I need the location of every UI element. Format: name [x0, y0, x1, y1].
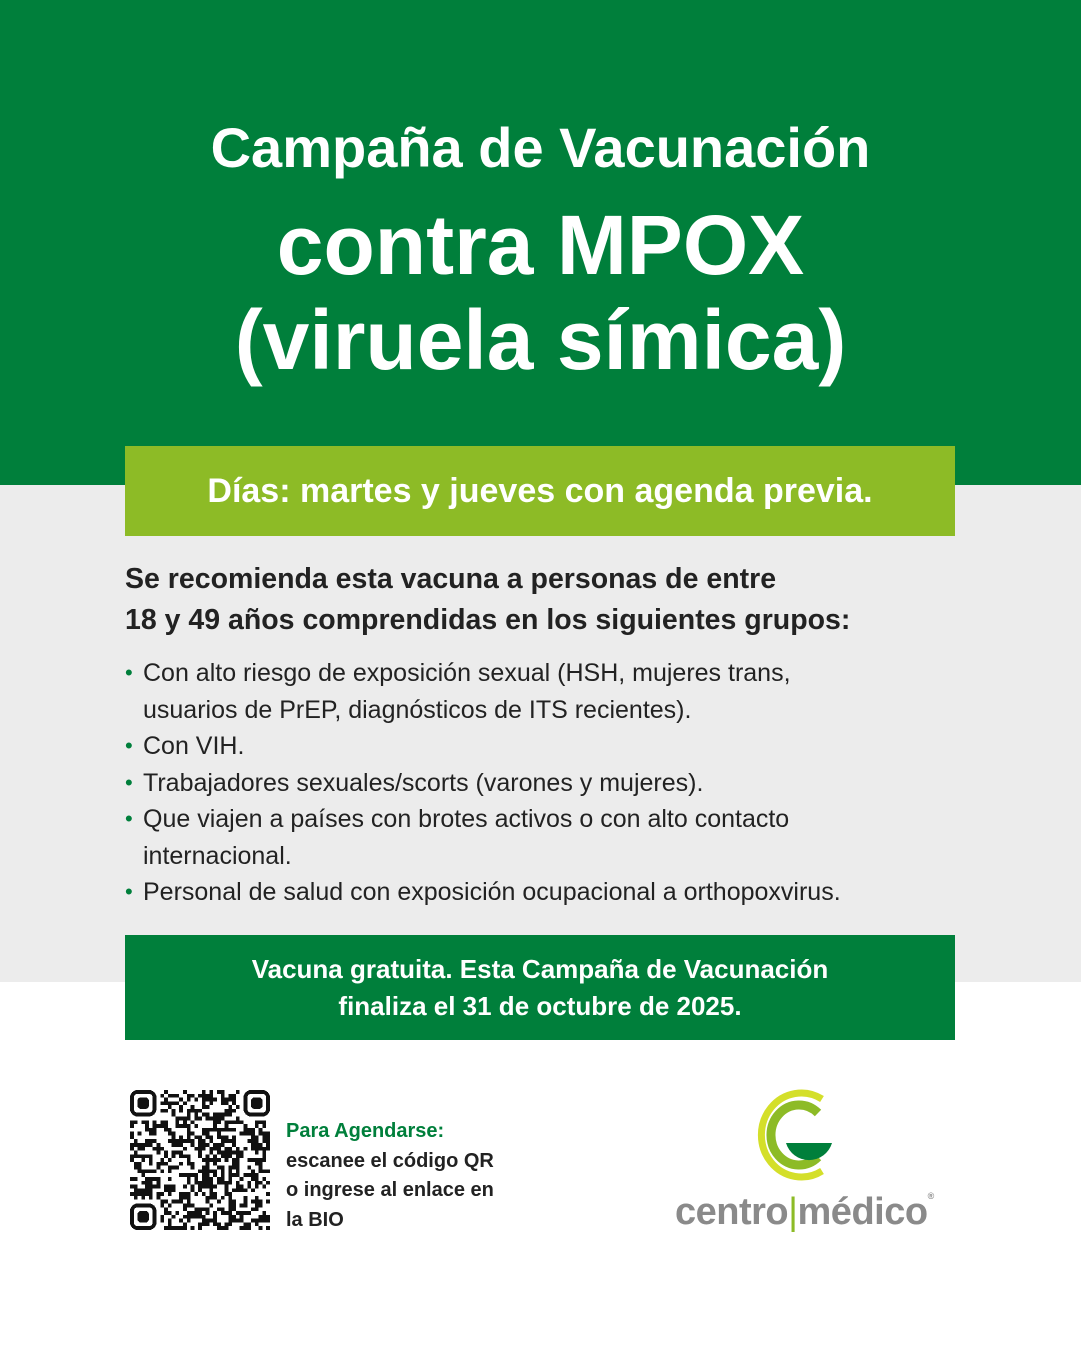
registered-mark: ®: [927, 1191, 934, 1201]
list-item: [125, 655, 995, 728]
qr-finder-pattern: [132, 1205, 155, 1228]
list-item-line: Que viajen a países con brotes activos o con alto contacto: [143, 805, 790, 833]
free-vaccine-banner: [125, 935, 955, 1040]
bullet-icon: •: [125, 806, 133, 831]
bullet-icon: •: [125, 733, 133, 758]
logo-text-part-2: médico: [797, 1191, 928, 1233]
qr-finder-pattern: [132, 1092, 155, 1115]
list-item: [125, 874, 995, 911]
schedule-line-2: o ingrese al enlace en: [286, 1179, 494, 1201]
logo-wordmark: [675, 1191, 960, 1234]
list-item: [125, 728, 995, 765]
recommendation-line-1: Se recomienda esta vacuna a personas de entre: [125, 563, 777, 595]
centromedico-logo: [675, 1085, 960, 1235]
schedule-line-1: escanee el código QR: [286, 1149, 494, 1172]
schedule-instructions: [286, 1117, 546, 1235]
title-line-1: Campaña de Vacunación: [210, 116, 871, 179]
qr-finder-pattern: [245, 1092, 268, 1115]
free-vaccine-line-1: Vacuna gratuita. Esta Campaña de Vacunación: [251, 953, 829, 984]
title-line-2: contra MPOX: [276, 198, 805, 292]
risk-groups-list: [125, 655, 995, 911]
logo-text-part-1: centro: [675, 1191, 789, 1233]
schedule-heading: Para Agendarse:: [286, 1120, 445, 1142]
recommendation-text: [125, 559, 975, 641]
list-item: [125, 801, 995, 874]
list-item-line: Con VIH.: [143, 732, 245, 760]
schedule-line-3: la BIO: [286, 1208, 344, 1231]
list-item-line: Con alto riesgo de exposición sexual (HSH, mujeres trans,: [143, 659, 791, 687]
days-banner: Días: martes y jueves con agenda previa.: [125, 446, 955, 536]
bullet-icon: •: [125, 879, 133, 904]
list-item-line: Trabajadores sexuales/scorts (varones y mujeres).: [143, 768, 704, 797]
bullet-icon: •: [125, 769, 133, 795]
list-item-line: Personal de salud con exposición ocupacional a orthopoxvirus.: [143, 878, 841, 906]
free-vaccine-line-2: finaliza el 31 de octubre de 2025.: [338, 990, 742, 1021]
bullet-icon: •: [125, 660, 133, 685]
list-item-line: usuarios de PrEP, diagnósticos de ITS recientes).: [143, 695, 692, 724]
centromedico-logo-icon: [752, 1085, 842, 1185]
title-line-3: (viruela símica): [234, 293, 847, 387]
list-item-line: internacional.: [143, 841, 292, 870]
qr-code-icon[interactable]: [130, 1090, 270, 1230]
recommendation-line-2: 18 y 49 años comprendidas en los siguientes grupos:: [125, 604, 851, 636]
logo-divider: |: [788, 1191, 798, 1233]
list-item: [125, 765, 995, 802]
